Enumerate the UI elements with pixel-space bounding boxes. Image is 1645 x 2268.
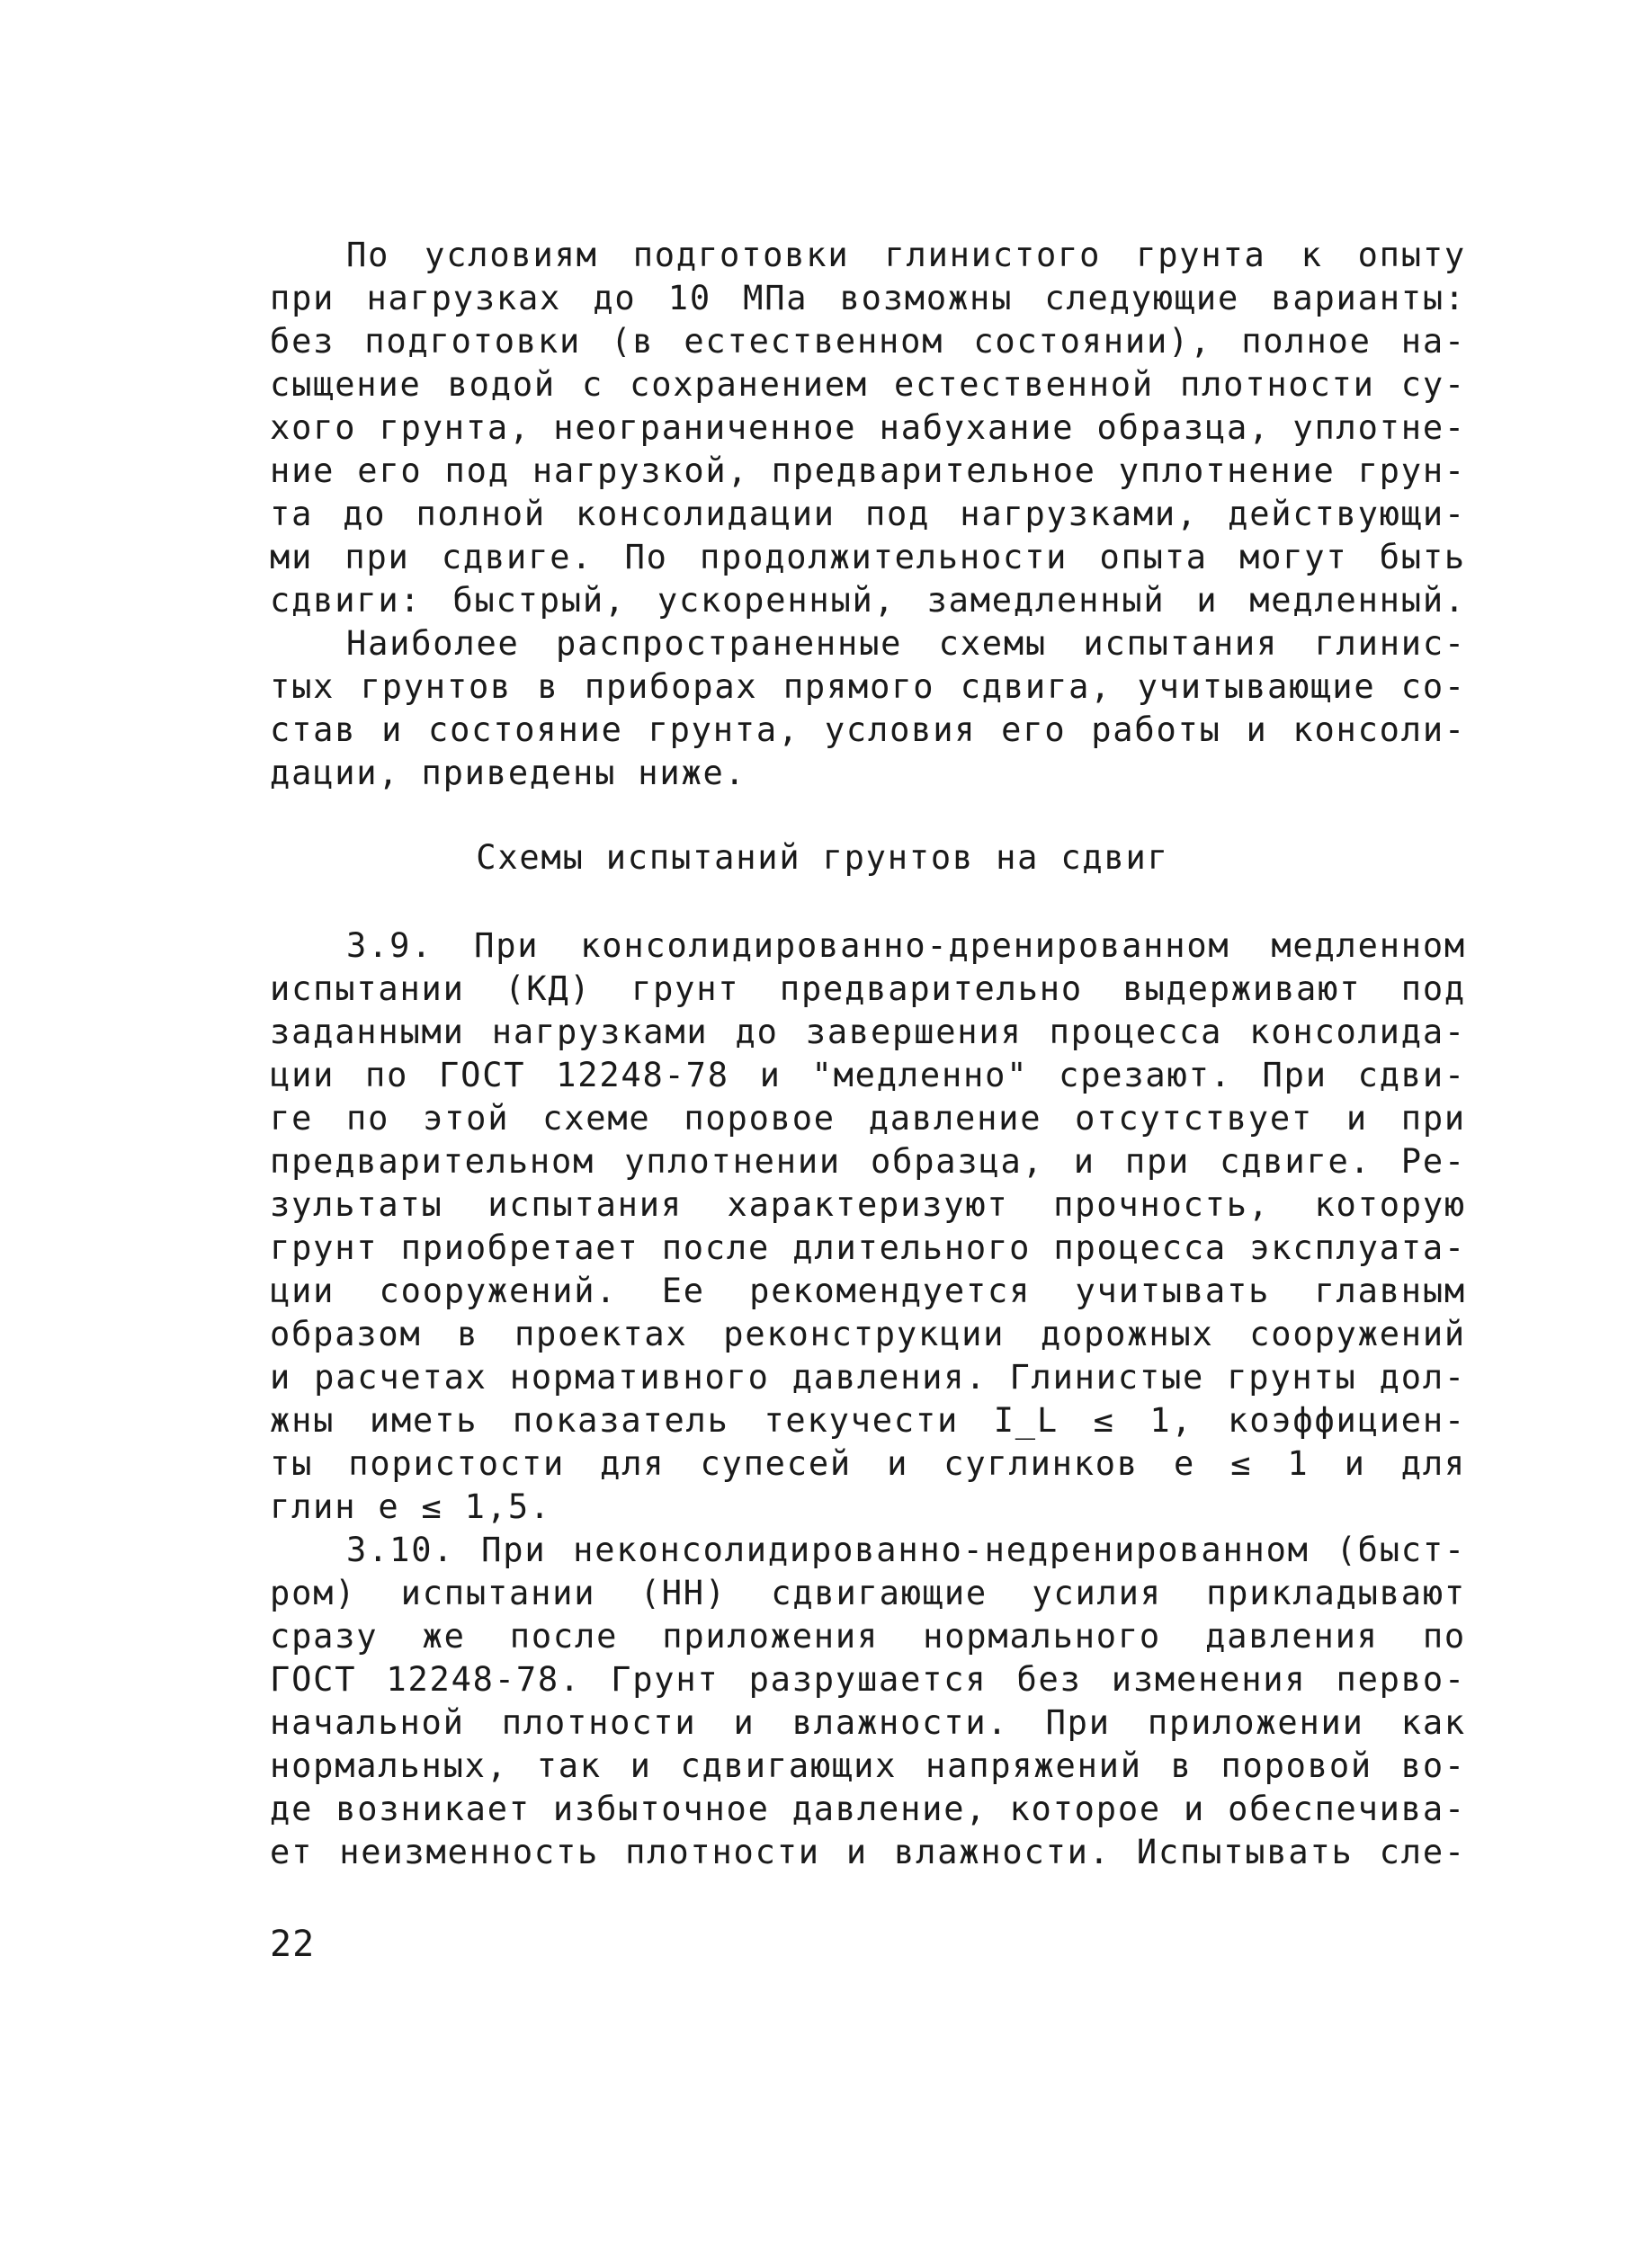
text-line: дации, приведены ниже. [270, 754, 747, 792]
text-line: начальной плотности и влажности. При приложении как [270, 1703, 1466, 1742]
text-line: ты пористости для супесей и суглинков e ≤ 1 и для [270, 1444, 1466, 1483]
text-line: 3.9. При консолидированно-дренированном медленном [346, 926, 1466, 965]
text-line: сыщение водой с сохранением естественной плотности су- [270, 365, 1466, 404]
section-heading: Схемы испытаний грунтов на сдвиг [476, 838, 1169, 877]
text-line: ции по ГОСТ 12248-78 и "медленно" срезают. При сдви- [270, 1056, 1466, 1094]
text-line: испытании (КД) грунт предварительно выдерживают под [270, 969, 1466, 1008]
text-line: ге по этой схеме поровое давление отсутствует и при [270, 1099, 1466, 1138]
text-line: 3.10. При неконсолидированно-недренированном (быст- [346, 1531, 1466, 1569]
text-line: та до полной консолидации под нагрузками, действующи- [270, 495, 1466, 533]
text-line: грунт приобретает после длительного процесса эксплуата- [270, 1228, 1466, 1267]
text-line: заданными нагрузками до завершения процесса консолида- [270, 1013, 1466, 1051]
text-line: По условиям подготовки глинистого грунта к опыту [346, 236, 1466, 274]
text-line: ГОСТ 12248-78. Грунт разрушается без изменения перво- [270, 1660, 1466, 1699]
page-number: 22 [270, 1924, 316, 1965]
text-line: став и состояние грунта, условия его работы и консоли- [270, 710, 1466, 749]
text-line: жны иметь показатель текучести I_L ≤ 1, коэффициен- [270, 1401, 1466, 1440]
text-line: сразу же после приложения нормального давления по [270, 1617, 1466, 1656]
text-line: и расчетах нормативного давления. Глинистые грунты дол- [270, 1358, 1466, 1397]
text-line: зультаты испытания характеризуют прочность, которую [270, 1185, 1466, 1224]
text-line: ции сооружений. Ее рекомендуется учитывать главным [270, 1272, 1466, 1310]
text-line: хого грунта, неограниченное набухание образца, уплотне- [270, 408, 1466, 447]
text-line: при нагрузках до 10 МПа возможны следующие варианты: [270, 279, 1466, 317]
text-line: без подготовки (в естественном состоянии), полное на- [270, 322, 1466, 361]
text-line: тых грунтов в приборах прямого сдвига, учитывающие со- [270, 667, 1466, 706]
text-line: сдвиги: быстрый, ускоренный, замедленный и медленный. [270, 581, 1466, 620]
text-line: Наиболее распространенные схемы испытания глинис- [346, 624, 1466, 663]
text-line: ром) испытании (НН) сдвигающие усилия прикладывают [270, 1574, 1466, 1612]
text-line: предварительном уплотнении образца, и при сдвиге. Ре- [270, 1142, 1466, 1181]
text-line: образом в проектах реконструкции дорожных сооружений [270, 1315, 1466, 1353]
text-line: глин e ≤ 1,5. [270, 1487, 551, 1526]
text-line: ет неизменность плотности и влажности. Испытывать сле- [270, 1833, 1466, 1871]
text-line: ми при сдвиге. По продолжительности опыта могут быть [270, 538, 1466, 576]
text-line: нормальных, так и сдвигающих напряжений в поровой во- [270, 1746, 1466, 1785]
text-line: ние его под нагрузкой, предварительное уплотнение грун- [270, 451, 1466, 490]
text-line: де возникает избыточное давление, которое и обеспечива- [270, 1790, 1466, 1828]
